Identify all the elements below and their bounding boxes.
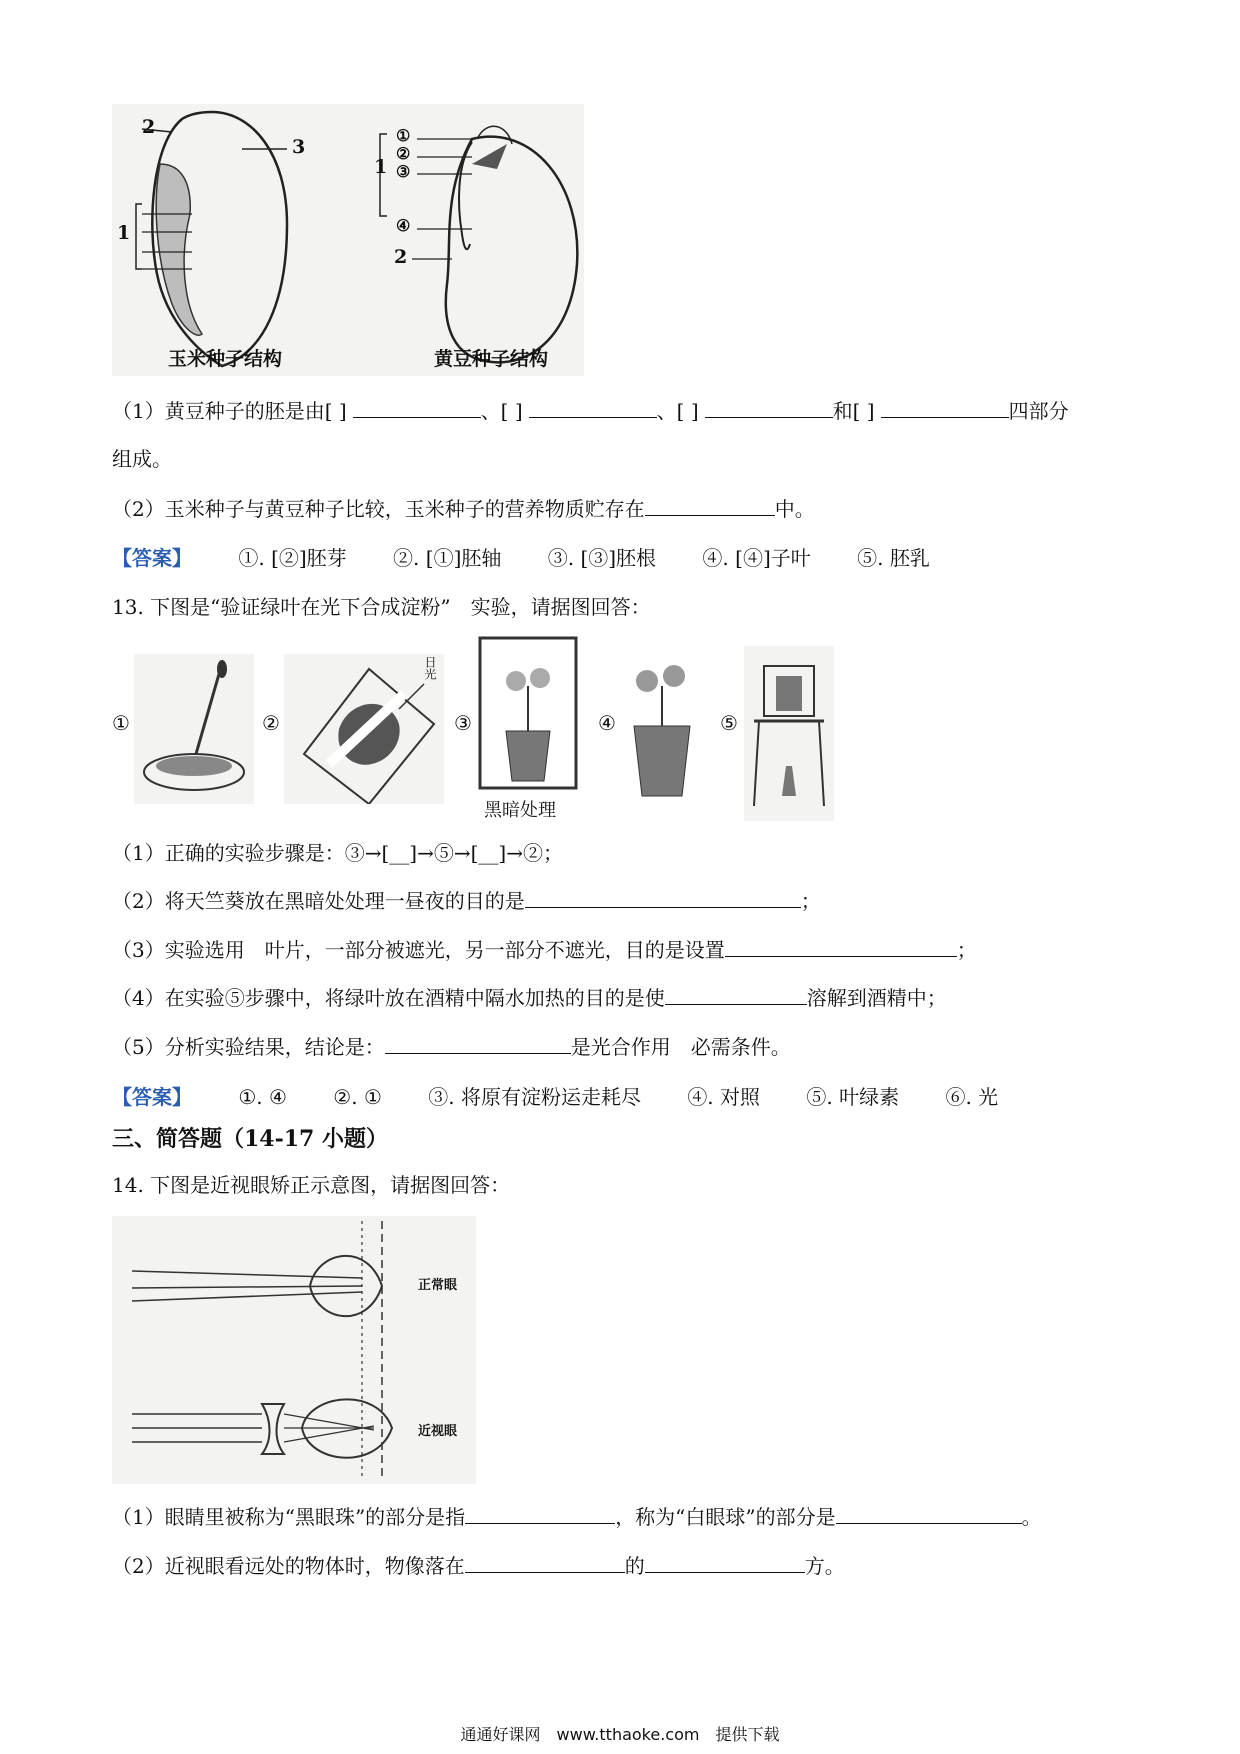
seed-diagram [112, 104, 584, 376]
answer-blank[interactable] [525, 889, 801, 908]
soy-label-c1: ① [396, 126, 411, 145]
q13-part2 [112, 886, 821, 916]
q13-p2-end: ； [800, 889, 821, 913]
answer-item: ⑤. 胚乳 [857, 546, 930, 570]
answer-item: ⑤. 叶绿素 [806, 1085, 900, 1109]
q13-p3-end: ； [956, 938, 977, 962]
q13-p4-pre: （4）在实验⑤步骤中，将绿叶放在酒精中隔水加热的目的是使 [112, 986, 665, 1010]
seed-structure-figure [112, 104, 584, 376]
step-label-4: ④ [598, 711, 616, 735]
q12-p2-end: 中。 [774, 497, 815, 521]
answer-item: ②. ① [333, 1085, 382, 1109]
q13-p2-pre: （2）将天竺葵放在黑暗处处理一昼夜的目的是 [112, 889, 525, 913]
q12-p1-and: 和[ ] [832, 399, 875, 423]
q13-figure [112, 636, 842, 826]
section-heading: 三、简答题（14-17 小题） [112, 1126, 389, 1152]
q14-p1-pre: （1）眼睛里被称为“黑眼珠”的部分是指 [112, 1505, 466, 1529]
answer-item: ③. [③]胚根 [547, 546, 657, 570]
q14-p2-end: 方。 [804, 1554, 845, 1578]
corn-label-1: 1 [117, 222, 131, 244]
answer-blank[interactable] [725, 938, 957, 957]
q12-p1-b1: 、[ ] [480, 399, 523, 423]
answer-blank[interactable] [705, 399, 833, 418]
step3-image [478, 636, 578, 826]
answer-blank[interactable] [881, 399, 1009, 418]
q13-p4-end: 溶解到酒精中； [806, 986, 947, 1010]
q13-part5 [112, 1032, 791, 1062]
answer-item: ②. [①]胚轴 [393, 546, 502, 570]
soy-label-c3: ③ [396, 162, 411, 181]
soy-label-c2: ② [396, 144, 411, 163]
step2-image [284, 654, 444, 804]
step-label-3: ③ [454, 711, 472, 735]
answer-item: ④. 对照 [687, 1085, 761, 1109]
answer-blank[interactable] [645, 497, 775, 516]
soy-label-c4: ④ [396, 216, 411, 235]
soy-label-1: 1 [374, 156, 388, 178]
answer-blank[interactable] [645, 1554, 805, 1573]
step-label-1: ① [112, 711, 130, 735]
q12-part2 [112, 494, 815, 524]
water-bath-icon [744, 646, 834, 821]
q14-part1 [112, 1502, 1042, 1532]
leaf-foil-icon [284, 654, 444, 804]
q14-p2-mid: 的 [624, 1554, 645, 1578]
q12-part1-cont: 组成。 [112, 447, 172, 471]
answer-item: ④. [④]子叶 [702, 546, 811, 570]
q12-p1-end: 四部分 [1008, 399, 1069, 423]
page-footer: 通通好课网 www.tthaoke.com 提供下载 [460, 1725, 780, 1744]
q13-part4 [112, 983, 947, 1013]
corn-label-3: 3 [292, 136, 306, 158]
corn-label-2: 2 [142, 116, 156, 138]
dark-treatment-label: 黑暗处理 [484, 800, 556, 821]
soy-caption: 黄豆种子结构 [434, 348, 549, 370]
dark-box-plant-icon [478, 636, 578, 796]
answer-blank[interactable] [465, 1505, 615, 1524]
plant-pot-icon [622, 656, 702, 806]
step-label-5: ⑤ [720, 711, 738, 735]
answer-tag: 【答案】 [112, 546, 192, 570]
q14-part2 [112, 1551, 845, 1581]
q12-part1 [112, 396, 1069, 426]
step-label-2: ② [262, 711, 280, 735]
q14-title: 14. 下图是近视眼矫正示意图，请据图回答： [112, 1173, 511, 1197]
corn-caption: 玉米种子结构 [168, 348, 283, 370]
answer-blank[interactable] [465, 1554, 625, 1573]
dropper-dish-icon [134, 654, 254, 804]
q13-p5-pre: （5）分析实验结果，结论是： [112, 1035, 385, 1059]
q12-p1-pre: （1）黄豆种子的胚是由[ ] [112, 399, 347, 423]
answer-blank[interactable] [385, 1035, 571, 1054]
eye-correction-diagram [112, 1216, 476, 1484]
answer-item: ③. 将原有淀粉运走耗尽 [428, 1085, 641, 1109]
q12-p2-pre: （2）玉米种子与黄豆种子比较，玉米种子的营养物质贮存在 [112, 497, 645, 521]
q14-p2-pre: （2）近视眼看远处的物体时，物像落在 [112, 1554, 465, 1578]
normal-eye-label: 正常眼 [418, 1278, 458, 1293]
myopic-eye-label: 近视眼 [418, 1424, 458, 1439]
q12-answer [112, 543, 930, 573]
q13-p3-pre: （3）实验选用 叶片，一部分被遮光，另一部分不遮光，目的是设置 [112, 938, 725, 962]
q14-p1-mid: ，称为“白眼球”的部分是 [615, 1505, 836, 1529]
step5-image [744, 646, 834, 821]
answer-item: ①. ④ [238, 1085, 287, 1109]
sun-label: 日光 [423, 656, 437, 680]
q13-title: 13. 下图是“验证绿叶在光下合成淀粉” 实验，请据图回答： [112, 595, 651, 619]
step1-image [134, 654, 254, 804]
answer-blank[interactable] [353, 399, 481, 418]
answer-item: ⑥. 光 [945, 1085, 999, 1109]
q13-part1: （1）正确的实验步骤是：③→[__]→⑤→[__]→②； [112, 841, 563, 865]
soy-label-2: 2 [394, 246, 408, 268]
answer-blank[interactable] [836, 1505, 1022, 1524]
answer-blank[interactable] [529, 399, 657, 418]
myopia-figure [112, 1216, 476, 1484]
answer-blank[interactable] [665, 986, 807, 1005]
q12-p1-b2: 、[ ] [656, 399, 699, 423]
q13-answer [112, 1082, 998, 1112]
q13-p5-end: 是光合作用 必需条件。 [570, 1035, 791, 1059]
q14-p1-end: 。 [1021, 1505, 1042, 1529]
q13-part3 [112, 935, 977, 965]
step4-image [622, 656, 702, 806]
answer-tag: 【答案】 [112, 1085, 192, 1109]
answer-item: ①. [②]胚芽 [238, 546, 347, 570]
